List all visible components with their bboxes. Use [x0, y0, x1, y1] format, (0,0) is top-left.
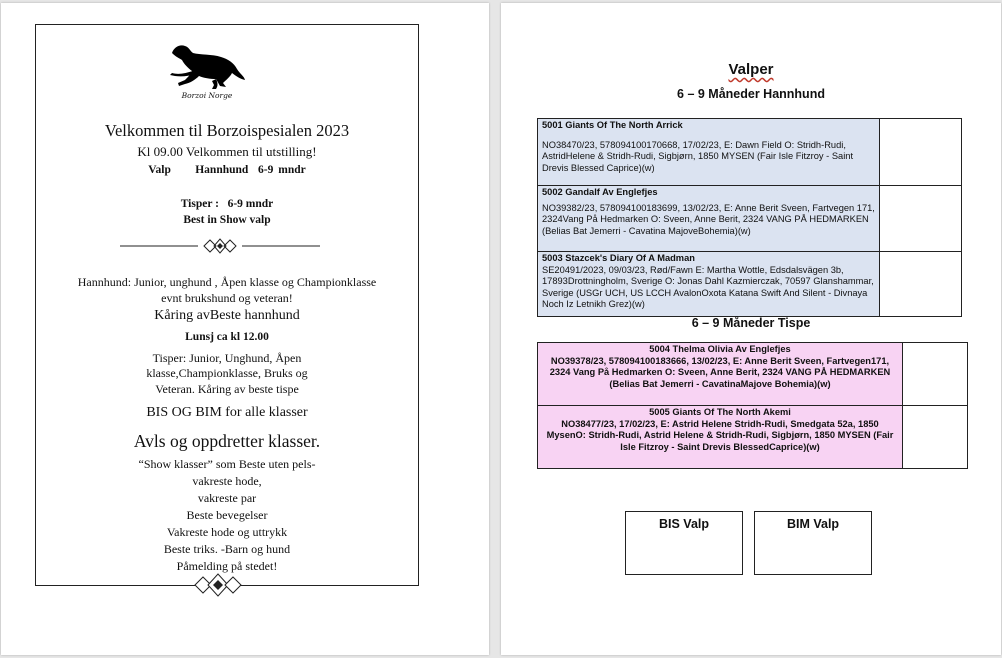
entry-name: 5003 Stazcek's Diary Of A Madman	[542, 253, 695, 263]
entry-cell	[538, 186, 880, 252]
entry-details: NO38477/23, 17/02/23, E: Astrid Helene Stridh-Rudi, Smedgata 52a, 1850 MysenO: Stridh-Rudi, Astrid Helene & Stridh-Rudi, Sigbjørn, 1850 MYSEN (Fair Isle Fitzroy - Saint Drevis BlessedCaprice)(w)	[546, 418, 894, 452]
show-line: Beste bevegelser	[186, 508, 268, 523]
male-heading: 6 – 9 Måneder Hannhund	[677, 87, 825, 101]
female-heading: 6 – 9 Måneder Tispe	[691, 316, 811, 330]
best-in-show-line: Best in Show valp	[183, 214, 271, 226]
show-line: Vakreste hode og uttrykk	[166, 525, 288, 540]
borzoi-logo	[166, 39, 246, 101]
ornament-divider	[120, 235, 320, 257]
show-line: Beste triks. -Barn og hund	[163, 542, 291, 557]
entry-name: 5001 Giants Of The North Arrick	[542, 120, 683, 130]
table-row	[538, 252, 962, 317]
avls-line: Avls og oppdretter klasser.	[133, 431, 321, 451]
bis-valp-label: BIS Valp	[658, 517, 710, 531]
hannhund-classes: Hannhund: Junior, unghund , Åpen klasse og Championklasse evnt brukshund og veteran!	[77, 275, 377, 306]
valper-title: Valper	[728, 61, 774, 78]
entry-details: NO38470/23, 578094100170668, 17/02/23, E: Dawn Field O: Stridh-Rudi, AstridHelene & Stridh-Rudi, Sigbjørn, 1850 MYSEN (Fair Isle Fitzroy - Saint Drevis Blessed Caprice)(w)	[542, 139, 854, 173]
kaaring-hannhund: Kåring avBeste hannhund	[154, 308, 300, 323]
lunch-line: Lunsj ca kl 12.00	[185, 331, 269, 343]
show-line: vakreste hode,	[192, 474, 262, 489]
table-row	[538, 343, 968, 406]
show-line: vakreste par	[197, 491, 257, 506]
tisper-line: Tisper : 6-9 mndr	[180, 198, 274, 210]
table-row	[538, 406, 968, 469]
bis-bim-line: BIS OG BIM for alle klasser	[146, 405, 308, 420]
tisper-classes: Tisper: Junior, Unghund, Åpen klasse,Championklasse, Bruks og Veteran. Kåring av beste tispe	[146, 351, 308, 396]
invitation-frame	[35, 24, 419, 586]
show-line: Påmelding på stedet!	[176, 559, 278, 574]
logo-text: Borzoi Norge	[181, 91, 233, 100]
table-row	[538, 186, 962, 252]
page-right	[501, 3, 1001, 655]
entry-details: NO39382/23, 578094100183699, 13/02/23, E: Anne Berit Sveen, Fartvegen 171, 2324Vang På Hedmarken O: Sveen, Anne Berit, 2324 VANG PÅ HEDMARKEN (Belias Bat Jemerri - Cavatina MajoveBohemia)(w)	[542, 202, 875, 236]
entry-name: 5004 Thelma Olivia Av Englefjes	[649, 344, 791, 354]
result-cell	[903, 343, 968, 406]
entry-details: SE20491/2023, 09/03/23, Rød/Fawn E: Martha Wottle, Edsdalsvägen 3b, 17893Drottningholm, Sverige O: Jonas Dahl Kazmierczak, 70597 Glanshammar, Sverige (USGr UCH, US LCCH AvalonOxota Katana Swift And Silent - Divnaya Noch Iz Letnikh Grez)(w)	[542, 264, 874, 310]
table-row	[538, 119, 962, 186]
bottom-ornament	[191, 570, 245, 600]
female-entries-table	[537, 342, 968, 469]
entry-name: 5005 Giants Of The North Akemi	[649, 407, 791, 417]
page-left	[1, 3, 489, 655]
time-line: Kl 09.00 Velkommen til utstilling!	[137, 144, 317, 159]
bis-valp-box	[625, 511, 743, 575]
result-cell	[880, 252, 962, 317]
entry-name: 5002 Gandalf Av Englefjes	[542, 187, 658, 197]
entry-cell	[538, 406, 903, 469]
result-cell	[880, 186, 962, 252]
bim-valp-box	[754, 511, 872, 575]
result-cell	[903, 406, 968, 469]
welcome-title: Velkommen til Borzoispesialen 2023	[104, 121, 350, 140]
entry-cell	[538, 343, 903, 406]
bim-valp-label: BIM Valp	[786, 517, 840, 531]
valp-line: Valp Hannhund 6-9 mndr	[148, 164, 306, 176]
result-cell	[880, 119, 962, 186]
running-borzoi-icon	[166, 39, 246, 91]
entry-cell	[538, 119, 880, 186]
show-classes	[36, 456, 418, 575]
male-entries-table	[537, 118, 962, 317]
show-line: “Show klasser” som Beste uten pels-	[138, 457, 316, 471]
entry-details: NO39378/23, 578094100183666, 13/02/23, E: Anne Berit Sveen, Fartvegen171, 2324 Vang På Hedmarken O: Sveen, Anne Berit, 2324 VANG PÅ HEDMARKEN (Belias Bat Jemerri - CavatinaMajove Bohemia)(w)	[549, 355, 891, 389]
entry-cell	[538, 252, 880, 317]
